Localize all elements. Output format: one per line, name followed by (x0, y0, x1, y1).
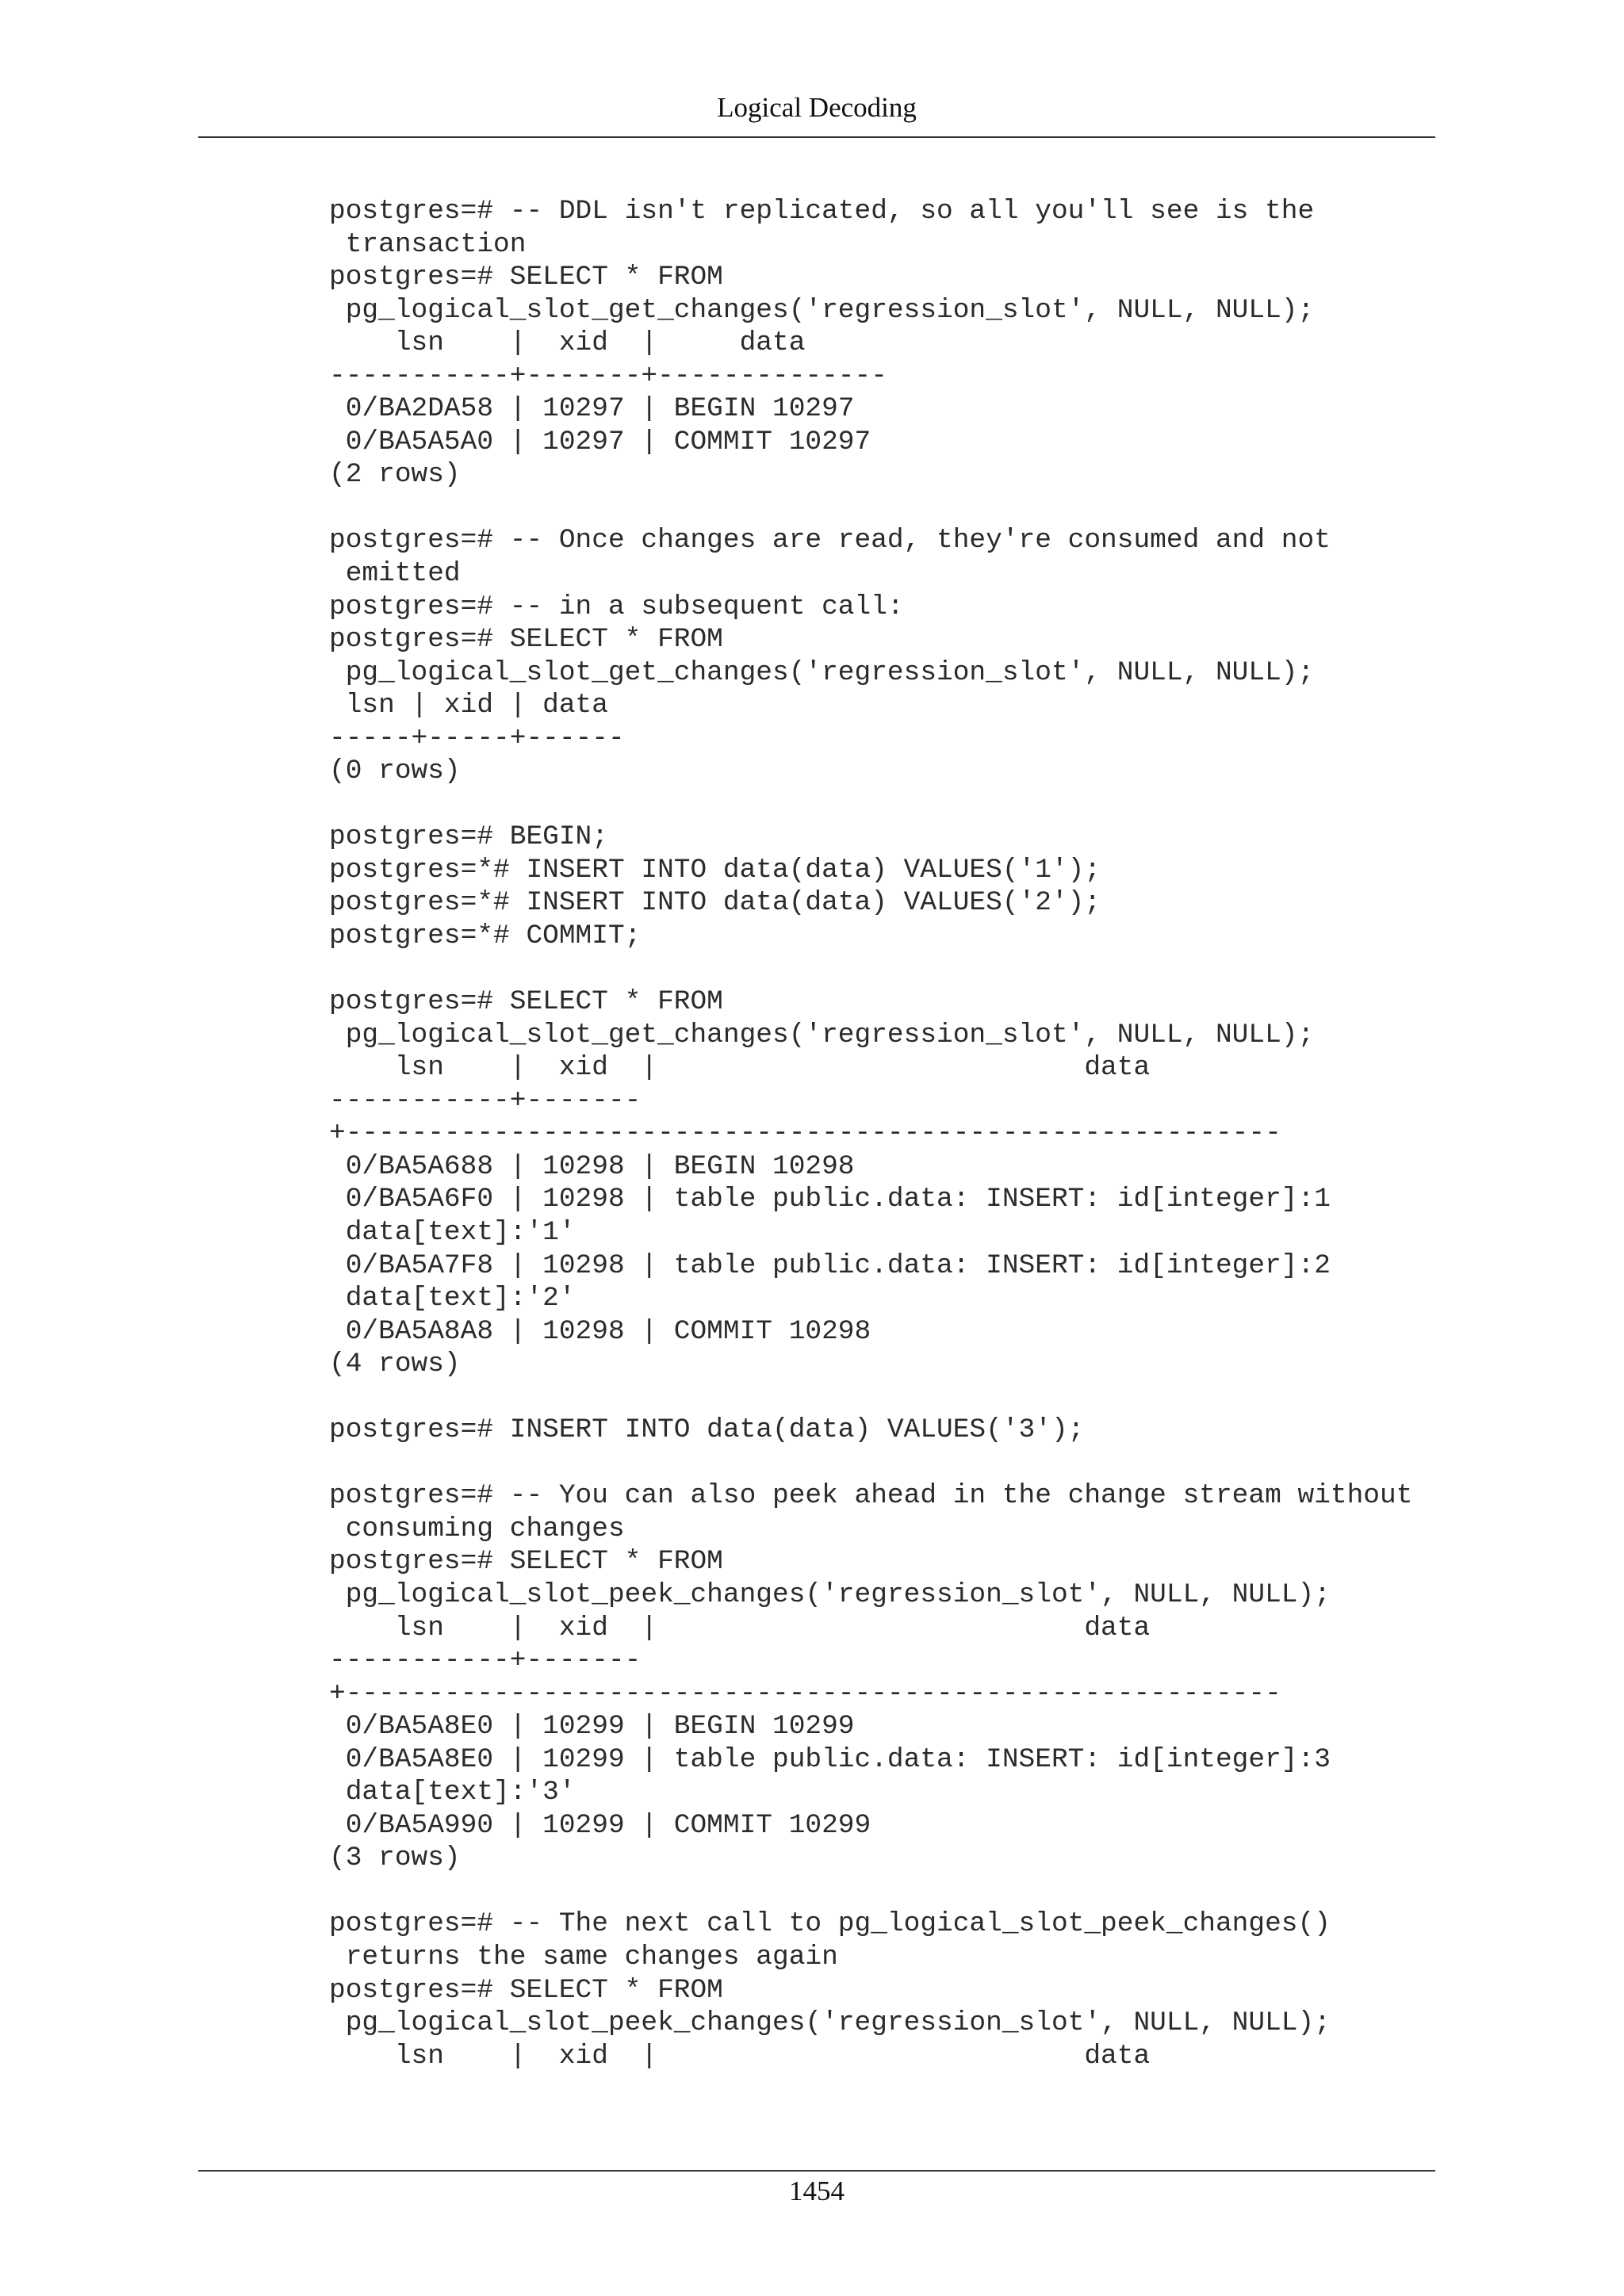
header-rule (198, 136, 1435, 138)
code-line: pg_logical_slot_peek_changes('regression_slot', NULL, NULL); (329, 1578, 1331, 1610)
code-line: postgres=# -- DDL isn't replicated, so all you'll see is the (329, 196, 1315, 227)
code-line: postgres=# BEGIN; (329, 821, 608, 853)
code-line: pg_logical_slot_get_changes('regression_slot', NULL, NULL); (329, 294, 1315, 326)
code-line (329, 1447, 1412, 1480)
code-line: pg_logical_slot_get_changes('regression_slot', NULL, NULL); (329, 656, 1315, 688)
code-line: (4 rows) (329, 1349, 461, 1380)
code-line: 0/BA5A5A0 | 10297 | COMMIT 10297 (329, 426, 871, 457)
code-line: postgres=# SELECT * FROM (329, 1974, 723, 2006)
code-line: postgres=*# INSERT INTO data(data) VALUES('2'); (329, 887, 1101, 919)
code-line: postgres=*# INSERT INTO data(data) VALUES('1'); (329, 854, 1101, 886)
code-line: (2 rows) (329, 459, 461, 491)
code-line: postgres=# SELECT * FROM (329, 986, 723, 1018)
code-line: +--------------------------------------------------------- (329, 1118, 1281, 1150)
code-line: (3 rows) (329, 1843, 461, 1874)
code-line: 0/BA5A8E0 | 10299 | BEGIN 10299 (329, 1711, 855, 1743)
code-line: transaction (329, 228, 527, 260)
code-line: postgres=*# COMMIT; (329, 920, 642, 952)
code-line: lsn | xid | data (329, 1052, 1151, 1084)
code-line: lsn | xid | data (329, 1612, 1151, 1644)
code-line: 0/BA5A688 | 10298 | BEGIN 10298 (329, 1150, 855, 1182)
code-line: postgres=# -- You can also peek ahead in the change stream without (329, 1480, 1413, 1512)
code-line: returns the same changes again (329, 1941, 838, 1973)
code-line (329, 492, 1412, 525)
code-line: postgres=# SELECT * FROM (329, 262, 723, 293)
code-line: lsn | xid | data (329, 690, 608, 721)
code-line: postgres=# -- The next call to pg_logical_slot_peek_changes() (329, 1908, 1331, 1940)
code-line: -----------+------- (329, 1645, 642, 1677)
code-line: 0/BA5A6F0 | 10298 | table public.data: INSERT: id[integer]:1 (329, 1184, 1331, 1215)
code-line: postgres=# INSERT INTO data(data) VALUES('3'); (329, 1414, 1085, 1446)
code-line: pg_logical_slot_peek_changes('regression_slot', NULL, NULL); (329, 2007, 1331, 2039)
code-line (329, 788, 1412, 821)
code-line: postgres=# SELECT * FROM (329, 624, 723, 656)
code-line: lsn | xid | data (329, 2040, 1151, 2072)
code-line: 0/BA5A8E0 | 10299 | table public.data: INSERT: id[integer]:3 (329, 1743, 1331, 1775)
code-line: 0/BA5A7F8 | 10298 | table public.data: INSERT: id[integer]:2 (329, 1249, 1331, 1281)
code-line (329, 1381, 1412, 1414)
code-line: -----+-----+------ (329, 722, 625, 754)
code-line: +--------------------------------------------------------- (329, 1678, 1281, 1709)
code-line: -----------+------- (329, 1085, 642, 1116)
code-line: 0/BA2DA58 | 10297 | BEGIN 10297 (329, 393, 855, 425)
code-line: -----------+-------+-------------- (329, 360, 887, 392)
running-header: Logical Decoding (717, 92, 917, 123)
footer-rule (198, 2170, 1435, 2172)
code-line: postgres=# SELECT * FROM (329, 1546, 723, 1578)
code-line: consuming changes (329, 1513, 625, 1544)
code-line: data[text]:'3' (329, 1777, 576, 1808)
code-line: emitted (329, 558, 461, 590)
code-line: data[text]:'1' (329, 1216, 576, 1248)
code-line (329, 1875, 1412, 1908)
code-line: postgres=# -- Once changes are read, they're consumed and not (329, 525, 1331, 557)
code-listing (329, 195, 1412, 2072)
code-line: (0 rows) (329, 756, 461, 787)
code-line: pg_logical_slot_get_changes('regression_slot', NULL, NULL); (329, 1019, 1315, 1050)
code-line: lsn | xid | data (329, 327, 806, 359)
code-line (329, 953, 1412, 986)
page-number: 1454 (789, 2175, 845, 2206)
code-line: 0/BA5A8A8 | 10298 | COMMIT 10298 (329, 1315, 871, 1347)
code-line: postgres=# -- in a subsequent call: (329, 591, 904, 622)
code-line: 0/BA5A990 | 10299 | COMMIT 10299 (329, 1809, 871, 1841)
code-line: data[text]:'2' (329, 1283, 576, 1314)
